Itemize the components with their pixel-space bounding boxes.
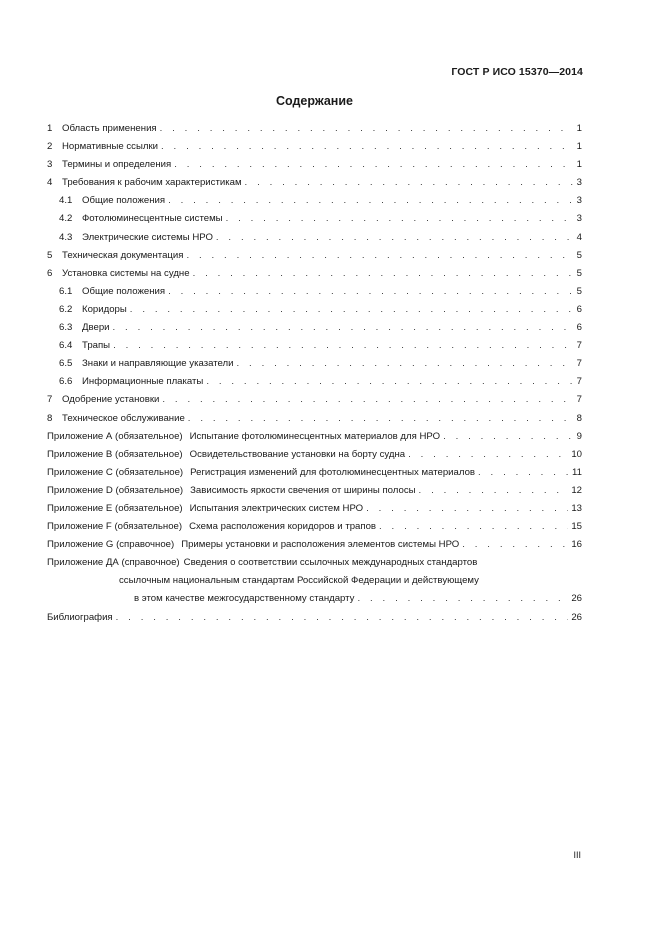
toc-entry-number: 6 [47, 267, 53, 279]
toc-appendix-designation: Приложение ДА (справочное) [47, 557, 180, 569]
toc-entry-label: Зависимость яркости свечения от ширины полосы [190, 484, 416, 496]
toc-entry-number: 4 [47, 177, 53, 189]
toc-dot-leader [357, 590, 568, 608]
toc-entry-page: 11 [572, 466, 582, 478]
toc-dot-leader [419, 482, 569, 500]
toc-entry-label: Испытание фотолюминесцентных материалов для НРО [189, 430, 441, 442]
toc-entry-page: 1 [576, 159, 582, 171]
toc-dot-leader [462, 536, 568, 554]
page-number: III [573, 850, 581, 860]
toc-entry-7[interactable] [47, 391, 582, 409]
toc-entry-label: Термины и определения [62, 159, 172, 171]
toc-entry-label: Информационные плакаты [82, 376, 204, 388]
toc-entry-label: Освидетельствование установки на борту судна [189, 448, 406, 460]
toc-dot-leader [186, 247, 573, 265]
toc-entry-label: Трапы [82, 340, 111, 352]
toc-appendix-g[interactable] [47, 536, 582, 554]
toc-entry-5[interactable] [47, 247, 582, 265]
toc-entry-page: 26 [571, 593, 582, 605]
toc-entry-8[interactable] [47, 410, 582, 428]
toc-entry-page: 8 [576, 412, 582, 424]
toc-entry-page: 10 [571, 448, 582, 460]
toc-entry-page: 13 [571, 502, 582, 514]
toc-entry-number: 8 [47, 412, 53, 424]
toc-entry-label: Техническое обслуживание [62, 412, 185, 424]
toc-dot-leader [206, 373, 573, 391]
toc-entry-page: 6 [576, 303, 582, 315]
toc-entry-number: 4.2 [59, 213, 73, 225]
toc-entry-number: 2 [47, 141, 53, 153]
toc-entry-4[interactable] [47, 174, 582, 192]
toc-entry-number: 3 [47, 159, 53, 171]
toc-appendix-b[interactable] [47, 446, 582, 464]
toc-entry-page: 1 [576, 141, 582, 153]
toc-entry-6-6[interactable] [47, 373, 582, 391]
toc-entry-label: Требования к рабочим характеристикам [62, 177, 242, 189]
toc-appendix-a[interactable] [47, 428, 582, 446]
toc-dot-leader [161, 138, 573, 156]
toc-dot-leader [226, 210, 573, 228]
toc-entry-number: 6.4 [59, 340, 73, 352]
toc-dot-leader [245, 174, 573, 192]
toc-entry-number: 7 [47, 394, 53, 406]
toc-dot-leader [366, 500, 568, 518]
toc-entry-page: 12 [571, 484, 582, 496]
toc-entry-label-line3: в этом качестве межгосударственному стандарту [134, 593, 355, 605]
toc-entry-label: Техническая документация [62, 249, 184, 261]
toc-entry-label-line1: Сведения о соответствии ссылочных международных стандартов [183, 557, 478, 569]
toc-dot-leader [237, 355, 573, 373]
toc-entry-label: Схема расположения коридоров и трапов [189, 521, 377, 533]
toc-dot-leader [193, 265, 573, 283]
toc-bibliography[interactable] [47, 609, 582, 627]
toc-appendix-designation: Приложение G (справочное) [47, 539, 175, 551]
toc-entry-label: Электрические системы НРО [82, 231, 213, 243]
toc-entry-label: Двери [82, 322, 110, 334]
toc-entry-label: Знаки и направляющие указатели [82, 358, 234, 370]
toc-appendix-designation: Приложение А (обязательное) [47, 430, 183, 442]
toc-entry-label: Коридоры [82, 303, 127, 315]
toc-entry-1[interactable] [47, 120, 582, 138]
toc-entry-label: Общие положения [82, 285, 166, 297]
toc-entry-number: 6.3 [59, 322, 73, 334]
toc-entry-page: 7 [576, 376, 582, 388]
toc-entry-label: Примеры установки и расположения элементов системы НРО [181, 539, 460, 551]
toc-entry-page: 26 [571, 611, 582, 623]
toc-entry-6-2[interactable] [47, 301, 582, 319]
toc-dot-leader [162, 391, 573, 409]
toc-dot-leader [113, 337, 573, 355]
toc-entry-label: Испытания электрических систем НРО [189, 502, 364, 514]
toc-entry-label: Фотолюминесцентные системы [82, 213, 223, 225]
toc-entry-6[interactable] [47, 265, 582, 283]
toc-entry-label: Общие положения [82, 195, 166, 207]
toc-entry-label: Регистрация изменений для фотолюминесцентных материалов [190, 466, 476, 478]
toc-entry-page: 3 [576, 213, 582, 225]
toc-entry-label: Библиография [47, 611, 113, 623]
toc-entry-3[interactable] [47, 156, 582, 174]
toc-appendix-da[interactable] [47, 554, 582, 608]
toc-entry-continuation [47, 572, 582, 590]
toc-entry-number: 1 [47, 123, 53, 134]
table-of-contents [47, 120, 582, 627]
toc-appendix-designation: Приложение Е (обязательное) [47, 502, 183, 514]
toc-dot-leader [160, 120, 573, 138]
toc-appendix-d[interactable] [47, 482, 582, 500]
toc-dot-leader [408, 446, 568, 464]
toc-entry-number: 4.1 [59, 195, 73, 207]
toc-appendix-designation: Приложение В (обязательное) [47, 448, 183, 460]
document-standard-header: ГОСТ Р ИСО 15370—2014 [451, 66, 583, 78]
toc-entry-6-1[interactable] [47, 283, 582, 301]
toc-entry-label: Область применения [62, 123, 157, 134]
toc-entry-number: 6.1 [59, 285, 73, 297]
toc-entry-page: 7 [576, 394, 582, 406]
toc-dot-leader [168, 192, 573, 210]
toc-entry-2[interactable] [47, 138, 582, 156]
toc-entry-page: 5 [576, 285, 582, 297]
toc-title: Содержание [275, 94, 353, 108]
toc-entry-number: 4.3 [59, 231, 73, 243]
toc-entry-label: Установка системы на судне [62, 267, 190, 279]
toc-dot-leader [113, 319, 573, 337]
toc-entry-page: 5 [576, 249, 582, 261]
toc-entry-number: 5 [47, 249, 53, 261]
toc-entry-page: 3 [576, 195, 582, 207]
toc-dot-leader [216, 229, 573, 247]
toc-dot-leader [478, 464, 569, 482]
toc-appendix-c[interactable] [47, 464, 582, 482]
toc-entry-6-3[interactable] [47, 319, 582, 337]
toc-entry-number: 6.6 [59, 376, 73, 388]
toc-entry-label: Нормативные ссылки [62, 141, 159, 153]
toc-entry-page: 1 [576, 123, 582, 134]
toc-dot-leader [188, 410, 573, 428]
toc-entry-number: 6.2 [59, 303, 73, 315]
toc-entry-number: 6.5 [59, 358, 73, 370]
toc-entry-6-4[interactable] [47, 337, 582, 355]
toc-entry-page: 9 [576, 430, 582, 442]
toc-entry-page: 7 [576, 358, 582, 370]
toc-entry-label: Одобрение установки [62, 394, 160, 406]
toc-entry-page: 15 [571, 521, 582, 533]
toc-appendix-designation: Приложение D (обязательное) [47, 484, 184, 496]
toc-entry-6-5[interactable] [47, 355, 582, 373]
toc-entry-page: 16 [571, 539, 582, 551]
toc-dot-leader [443, 428, 573, 446]
toc-appendix-designation: Приложение F (обязательное) [47, 521, 183, 533]
toc-dot-leader [168, 283, 573, 301]
toc-entry-page: 3 [576, 177, 582, 189]
toc-entry-page: 7 [576, 340, 582, 352]
toc-dot-leader [116, 609, 569, 627]
toc-appendix-f[interactable] [47, 518, 582, 536]
toc-entry-4-1[interactable] [47, 192, 582, 210]
toc-entry-page: 6 [576, 322, 582, 334]
toc-entry-continuation [47, 590, 582, 608]
toc-entry-4-3[interactable] [47, 229, 582, 247]
toc-dot-leader [174, 156, 573, 174]
toc-entry-page: 4 [576, 231, 582, 243]
toc-entry-4-2[interactable] [47, 210, 582, 228]
toc-appendix-designation: Приложение С (обязательное) [47, 466, 184, 478]
toc-dot-leader [130, 301, 573, 319]
toc-entry-label-line2: ссылочным национальным стандартам Российской Федерации и действующему [119, 575, 479, 587]
toc-entry-page: 5 [576, 267, 582, 279]
toc-dot-leader [379, 518, 568, 536]
toc-appendix-e[interactable] [47, 500, 582, 518]
